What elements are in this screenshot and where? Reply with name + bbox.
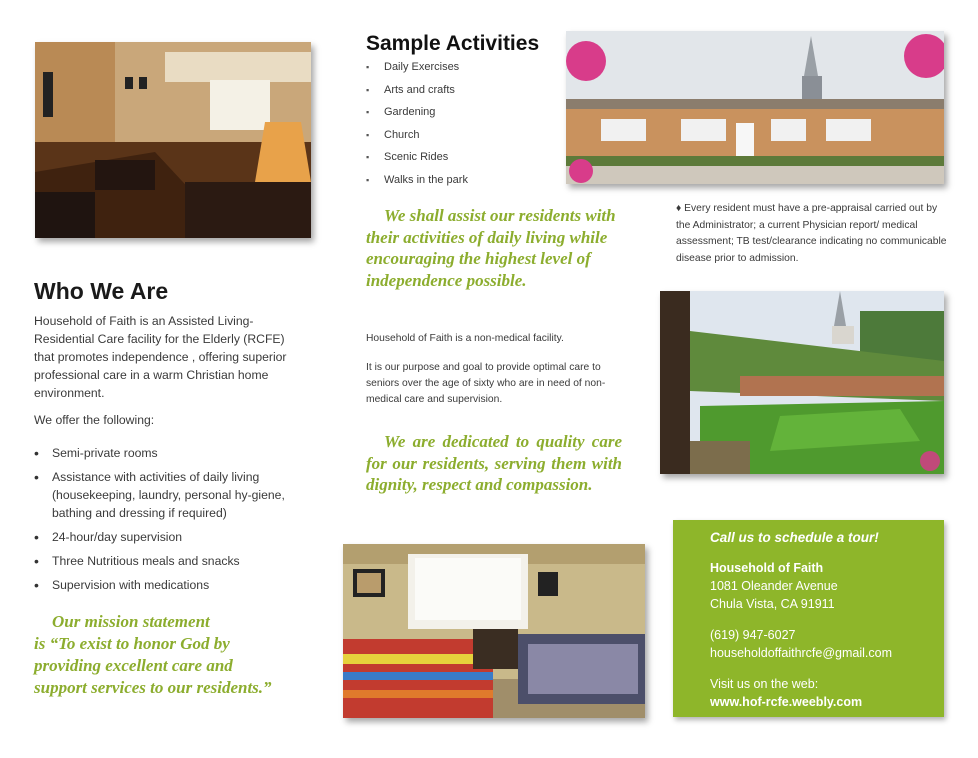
who-we-are-heading: Who We Are: [34, 278, 169, 304]
web-label: Visit us on the web:: [710, 677, 819, 691]
mission-body: is “To exist to honor God by providing excellent care and support services to our residents.”: [34, 634, 272, 697]
non-medical-note: Household of Faith is a non-medical facility.: [366, 333, 564, 344]
dedicated-quote: [366, 431, 622, 496]
list-item: • 24-hour/day supervision: [34, 528, 289, 546]
list-item: • Semi-private rooms: [34, 444, 289, 462]
mission-statement: [34, 611, 284, 699]
assist-quote-text: We shall assist our residents with their activities of daily living while encouraging the highest level of independence possible.: [366, 206, 616, 290]
dedicated-quote-text: We are dedicated to quality care for our residents, serving them with dignity, respect and compassion.: [366, 432, 622, 494]
activities-heading: Sample Activities: [366, 32, 540, 55]
list-item: ▪ Gardening: [366, 105, 468, 128]
assist-quote: [366, 205, 616, 291]
list-item: • Assistance with activities of daily living (housekeeping, laundry, personal hy-giene, bathing and dressing if required): [34, 468, 289, 522]
contact-box: [673, 520, 944, 717]
offerings-list: [34, 444, 289, 600]
offer-label: We offer the following:: [34, 413, 155, 427]
list-item: • Supervision with medications: [34, 576, 289, 594]
list-item: • Three Nutritious meals and snacks: [34, 552, 289, 570]
list-item: ▪ Arts and crafts: [366, 83, 468, 106]
who-we-are-intro: Household of Faith is an Assisted Living-Residential Care facility for the Elderly (RCFE) that promotes independence , offering superior professional care in a warm Christian home environment.: [34, 314, 287, 400]
address-line1: 1081 Oleander Avenue: [710, 579, 838, 593]
list-item: ▪ Daily Exercises: [366, 60, 468, 83]
building-photo: [566, 31, 944, 184]
web-url[interactable]: www.hof-rcfe.weebly.com: [710, 695, 863, 709]
diamond-bullet-icon: ♦: [676, 203, 682, 214]
bedroom-photo: [343, 544, 645, 718]
activities-list: [366, 60, 468, 196]
facility-name: Household of Faith: [710, 561, 824, 575]
phone-number[interactable]: (619) 947-6027: [710, 628, 796, 642]
call-to-action: Call us to schedule a tour!: [710, 530, 879, 545]
appraisal-note: [676, 201, 951, 267]
living-room-photo: [35, 42, 311, 238]
appraisal-text: Every resident must have a pre-appraisal carried out by the Administrator; a current Physician report/ medical assessment; TB test/clearance indicating no communicable disease prior to admission.: [676, 203, 947, 264]
list-item: ▪ Scenic Rides: [366, 150, 468, 173]
garden-photo: [660, 291, 944, 474]
list-item: ▪ Church: [366, 128, 468, 151]
list-item: ▪ Walks in the park: [366, 173, 468, 196]
address-line2: Chula Vista, CA 91911: [710, 597, 835, 611]
mission-lead: Our mission statement: [52, 612, 210, 631]
email-address[interactable]: householdoffaithrcfe@gmail.com: [710, 646, 893, 660]
purpose-text: It is our purpose and goal to provide optimal care to seniors over the age of sixty who are in need of non-medical care and supervision.: [366, 362, 606, 405]
